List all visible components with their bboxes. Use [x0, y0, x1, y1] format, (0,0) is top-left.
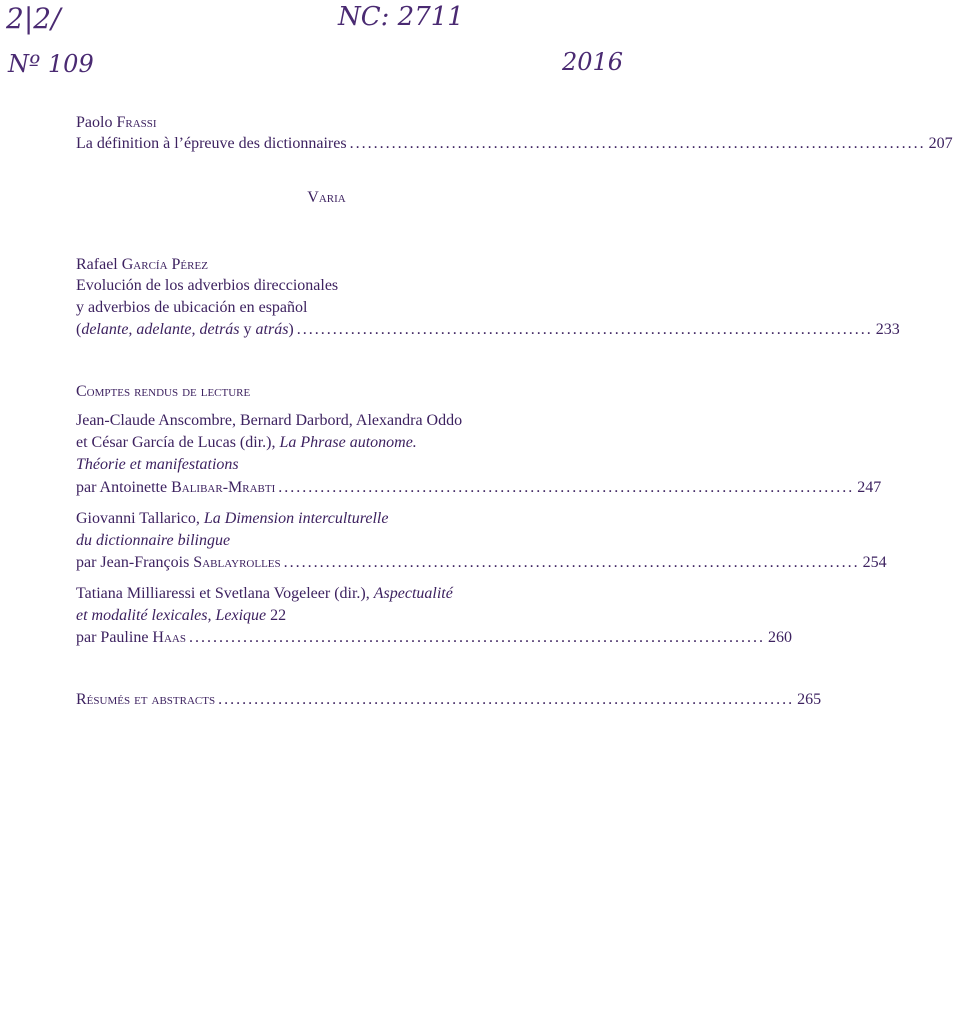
- author-last-name: Frassi: [116, 114, 157, 131]
- author-last-name: García Pérez: [121, 256, 208, 273]
- page-number: 247: [857, 479, 882, 496]
- section-heading-varia: Varia: [307, 189, 346, 206]
- page-number: 265: [797, 691, 822, 708]
- page-number: 207: [928, 135, 953, 152]
- leader-dots: ................................................................................................: [218, 691, 795, 708]
- toc-entry-resumes[interactable]: [76, 690, 822, 710]
- toc-entry-review-3[interactable]: [76, 628, 792, 648]
- review-line: Jean-Claude Anscombre, Bernard Darbord, Alexandra Oddo: [76, 412, 463, 429]
- entry-title-line: Evolución de los adverbios direccionales: [76, 277, 339, 294]
- entry-title-line: (delante, adelante, detrás y atrás): [76, 321, 294, 338]
- review-line: Giovanni Tallarico, La Dimension interculturelle: [76, 510, 389, 527]
- page-number: 233: [875, 321, 900, 338]
- handwritten-year: 2016: [562, 48, 624, 76]
- toc-entry-review-1[interactable]: [76, 478, 882, 498]
- reviewer: par Pauline Haas: [76, 629, 186, 646]
- section-heading-comptes-rendus: Comptes rendus de lecture: [76, 383, 251, 400]
- review-line: et César García de Lucas (dir.), La Phrase autonome.: [76, 434, 417, 451]
- handwritten-nc-code: NC: 2711: [338, 2, 464, 32]
- review-line: et modalité lexicales, Lexique 22: [76, 607, 287, 624]
- toc-author-garcia: [76, 255, 554, 275]
- review-line: du dictionnaire bilingue: [76, 532, 231, 549]
- entry-title: La définition à l’épreuve des dictionnaires: [76, 135, 347, 152]
- handwritten-number: Nº 109: [8, 50, 94, 78]
- toc-author-frassi: [76, 113, 554, 133]
- leader-dots: ................................................................................................: [283, 554, 860, 571]
- toc-entry-frassi[interactable]: [76, 134, 953, 154]
- page-number: 260: [767, 629, 792, 646]
- reviewer: par Jean-François Sablayrolles: [76, 554, 281, 571]
- review-line: Théorie et manifestations: [76, 456, 239, 473]
- leader-dots: ................................................................................................: [296, 321, 873, 338]
- entry-title-line: y adverbios de ubicación en español: [76, 299, 308, 316]
- page-number: 254: [862, 554, 887, 571]
- review-line: Tatiana Milliaressi et Svetlana Vogeleer (dir.), Aspectualité: [76, 585, 453, 602]
- leader-dots: ................................................................................................: [278, 479, 855, 496]
- handwritten-shelf-mark: 2|2/: [6, 2, 61, 35]
- toc-entry-review-2[interactable]: [76, 553, 887, 573]
- author-first-name: Rafael: [76, 256, 122, 273]
- reviewer: par Antoinette Balibar-Mrabti: [76, 479, 276, 496]
- leader-dots: ................................................................................................: [188, 629, 765, 646]
- author-first-name: Paolo: [76, 114, 117, 131]
- toc-entry-garcia[interactable]: [76, 320, 900, 340]
- leader-dots: ................................................................................................: [349, 135, 926, 152]
- entry-title: Résumés et abstracts: [76, 691, 216, 708]
